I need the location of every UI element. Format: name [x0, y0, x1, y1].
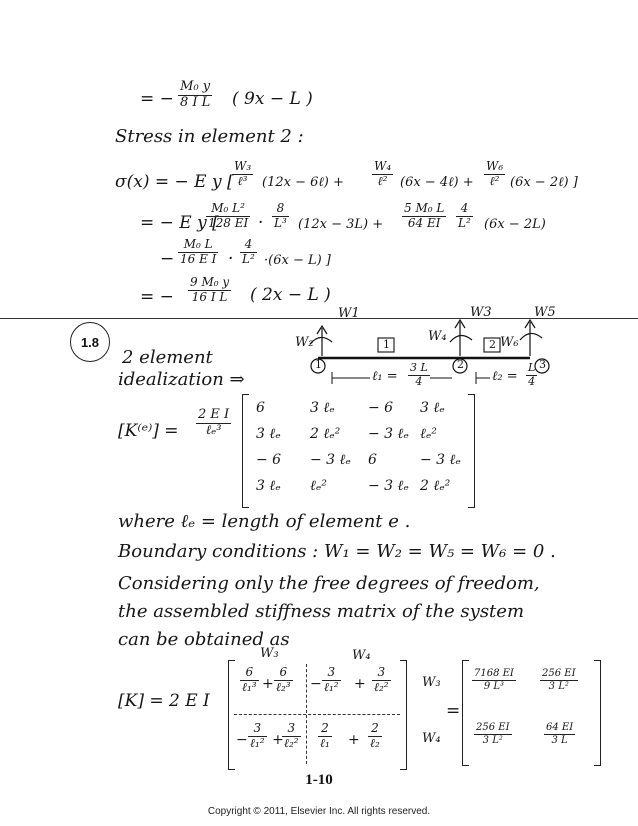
- k12-minus: −: [310, 676, 322, 692]
- ke-cell: 6: [368, 452, 377, 468]
- stress2-line4-eq: = −: [140, 287, 174, 307]
- k-equals: =: [446, 701, 461, 721]
- page-number: 1-10: [305, 772, 333, 788]
- r11-frac: $\frac{7168 EI}{\text{9 L³}}$: [474, 668, 514, 692]
- stress2-l2-term2: (6x − 2L): [484, 217, 546, 232]
- ke-factor: 2 E I ℓₑ³: [198, 407, 230, 438]
- stress2-line2-lhs: = − E y [: [140, 213, 219, 233]
- k21-minus: −: [236, 732, 248, 748]
- l2-value-frac: $\frac{L}{4}$: [528, 361, 536, 388]
- k22-frac-b: 2 ℓ₂: [370, 721, 380, 750]
- stress1-eq: = −: [140, 89, 174, 109]
- label-w1: W1: [338, 306, 360, 321]
- ke-cell: 3 ℓₑ: [256, 478, 281, 494]
- stress2-l1-frac2: W₄ ℓ²: [374, 159, 392, 188]
- ke-cell: 3 ℓₑ: [256, 426, 281, 442]
- stress2-l2-frac4: $\frac{4}{\text{L²}}$: [458, 201, 471, 230]
- w4-rotation-arrow: [450, 335, 472, 342]
- stress2-l2-frac1: $\frac{\text{M₀ L²}}{128 EI}$: [208, 201, 249, 230]
- label-node-2: 2: [457, 358, 464, 371]
- stress2-heading: Stress in element 2 :: [115, 126, 304, 147]
- label-element-2: 2: [489, 338, 496, 351]
- ke-cell: ℓₑ²: [420, 426, 437, 442]
- stress2-l1-term3: (6x − 2ℓ) ]: [510, 175, 578, 190]
- ke-cell: 2 ℓₑ²: [420, 478, 451, 494]
- text-line-3: can be obtained as: [118, 629, 290, 650]
- stress2-l4-term: ( 2x − L ): [250, 285, 331, 305]
- k11-plus: +: [262, 676, 274, 692]
- k-col-label-w4: W₄: [352, 648, 371, 663]
- l1-value-frac: $\frac{3 L}{4}$: [410, 361, 428, 388]
- label-node-3: 3: [539, 358, 546, 371]
- k21-frac-a: 3 ℓ₁²: [250, 721, 265, 750]
- stress2-l1-term1: (12x − 6ℓ) +: [262, 175, 344, 190]
- k11-frac-b: 6 ℓ₂³: [276, 665, 291, 694]
- stress2-l1-term2: (6x − 4ℓ) +: [400, 175, 474, 190]
- stress2-l3-frac1: $\frac{\text{M₀ L}}{\text{16 E I}}$: [180, 237, 217, 266]
- label-w5: W5: [534, 305, 556, 320]
- r22-frac: $\frac{64 EI}{3 L}$: [546, 722, 574, 746]
- stress2-l2-frac3: $\frac{\text{5 M₀ L}}{64 EI}$: [404, 201, 445, 230]
- stress2-l4-frac: $\frac{\text{9 M₀ y}}{\text{16 I L}}$: [190, 275, 230, 304]
- idealization-line2: idealization ⇒: [118, 369, 245, 390]
- r12-frac: $\frac{256 EI}{\text{3 L²}}$: [542, 668, 576, 692]
- stress2-line1-lhs: σ(x) = − E y [: [115, 172, 234, 192]
- k-bracket-left: [228, 660, 235, 770]
- k21-frac-b: 3 ℓ₂²: [284, 721, 299, 750]
- stress1-frac: $\frac{\text{M₀ y}}{\text{8 I L}}$: [180, 79, 211, 110]
- k11-frac-a: 6 ℓ₁³: [242, 665, 257, 694]
- k-bracket-right: [400, 660, 407, 770]
- ke-cell: 2 ℓₑ²: [310, 426, 341, 442]
- ke-cell: − 3 ℓₑ: [368, 478, 409, 494]
- stress2-l2-dot: ·: [258, 213, 264, 233]
- copyright-notice: Copyright © 2011, Elsevier Inc. All rights reserved.: [207, 806, 431, 817]
- ke-bracket-left: [242, 394, 249, 508]
- k12-frac-a: 3 ℓ₁²: [324, 665, 339, 694]
- k-lhs: [K] = 2 E I: [118, 691, 210, 711]
- k12-plus: +: [354, 676, 366, 692]
- label-w3: W3: [470, 305, 492, 320]
- ke-cell: ℓₑ²: [310, 478, 327, 494]
- stress2-line3-minus: −: [160, 249, 175, 269]
- label-node-1: 1: [315, 358, 322, 371]
- stress2-l1-frac3: W₆ ℓ²: [486, 159, 504, 188]
- k-col-label-w3: W₃: [260, 646, 279, 661]
- label-element-1: 1: [383, 338, 390, 351]
- stress2-l3-frac2: $\frac{4}{\text{L²}}$: [242, 237, 255, 266]
- text-line-1: Considering only the free degrees of freedom,: [118, 573, 540, 594]
- ke-cell: − 3 ℓₑ: [368, 426, 409, 442]
- problem-number: 1.8: [70, 322, 110, 362]
- r-bracket-right: [594, 660, 601, 766]
- idealization-line1: 2 element: [122, 347, 213, 368]
- k22-plus: +: [348, 732, 360, 748]
- k12-frac-b: 3 ℓ₂²: [374, 665, 389, 694]
- where-line: where ℓₑ = length of element e .: [118, 511, 411, 532]
- stress1-tail: ( 9x − L ): [232, 89, 313, 109]
- boundary-conditions: Boundary conditions : W₁ = W₂ = W₅ = W₆ = 0 .: [118, 541, 556, 562]
- stress2-l1-frac1: W₃ ℓ³: [234, 159, 252, 188]
- ke-lhs: [K⁽ᵉ⁾] =: [118, 421, 179, 441]
- label-w4: W₄: [428, 329, 447, 344]
- r-bracket-left: [462, 660, 469, 766]
- stress2-l3-dot: ·: [228, 249, 234, 269]
- label-w2: W₂: [295, 335, 314, 350]
- k-partition-horizontal: [234, 714, 400, 715]
- ke-cell: 3 ℓₑ: [310, 400, 335, 416]
- ke-cell: − 3 ℓₑ: [420, 452, 461, 468]
- w6-rotation-arrow: [520, 333, 542, 340]
- k-row-label-w3: W₃: [422, 675, 441, 690]
- label-l2: ℓ₂ =: [492, 369, 518, 384]
- r21-frac: $\frac{256 EI}{\text{3 L²}}$: [476, 722, 510, 746]
- text-line-2: the assembled stiffness matrix of the system: [118, 601, 525, 622]
- ke-cell: − 6: [256, 452, 282, 468]
- ke-bracket-right: [468, 394, 475, 508]
- k-row-label-w4: W₄: [422, 731, 441, 746]
- label-w6: W₆: [500, 335, 519, 350]
- label-l1: ℓ₁ =: [372, 369, 398, 384]
- stress2-l2-frac2: $\frac{8}{\text{L³}}$: [274, 201, 287, 230]
- k22-frac-a: 2 ℓ₁: [320, 721, 330, 750]
- ke-cell: − 6: [368, 400, 394, 416]
- ke-cell: 3 ℓₑ: [420, 400, 445, 416]
- ke-cell: 6: [256, 400, 265, 416]
- ke-cell: − 3 ℓₑ: [310, 452, 351, 468]
- stress2-l2-term1: (12x − 3L) +: [298, 217, 384, 232]
- k21-plus: +: [272, 732, 284, 748]
- stress2-l3-term1: ·(6x − L) ]: [264, 253, 331, 268]
